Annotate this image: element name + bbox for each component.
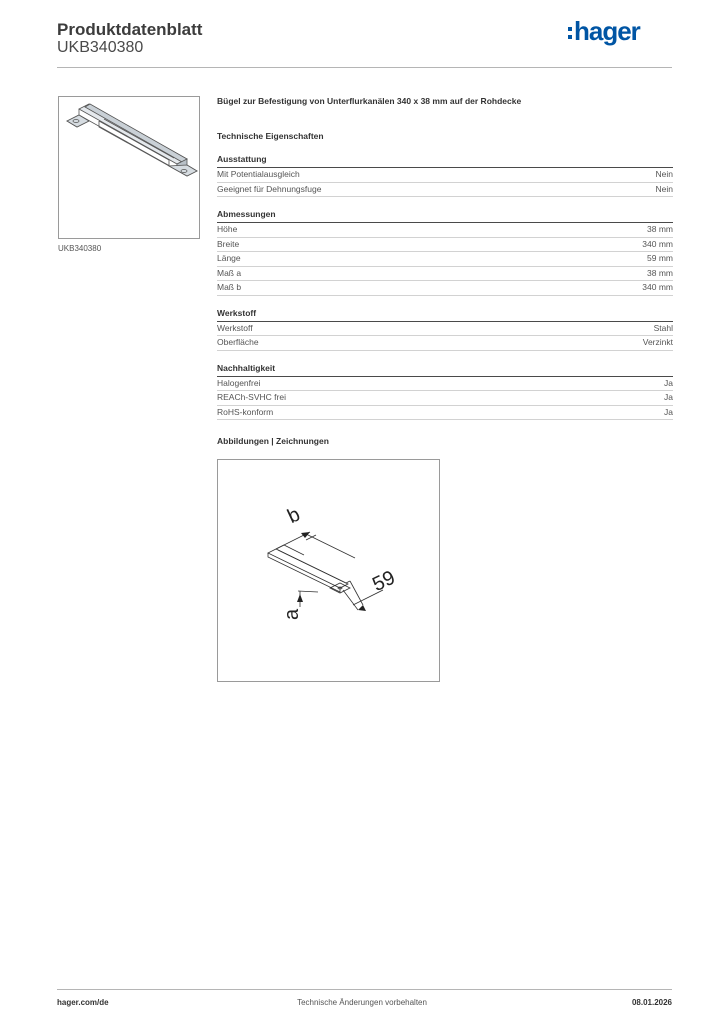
technical-heading: Technische Eigenschaften (217, 131, 324, 141)
section-title: Werkstoff (217, 308, 673, 322)
logo-text: hager (574, 15, 640, 46)
table-row (217, 391, 673, 406)
table-row (217, 377, 673, 392)
footer-website[interactable]: hager.com/de (57, 998, 109, 1007)
footer-notice: Technische Änderungen vorbehalten (297, 998, 427, 1007)
thumbnail-caption: UKB340380 (58, 244, 102, 253)
row-value: 38 mm (647, 267, 673, 278)
dimension-label-b: b (284, 503, 304, 528)
product-code: UKB340380 (57, 39, 144, 56)
row-label: REACh-SVHC frei (217, 392, 286, 402)
footer-date: 08.01.2026 (631, 998, 672, 1007)
table-row (217, 336, 673, 351)
page-title: Produktdatenblatt (57, 20, 203, 39)
row-value: 340 mm (642, 282, 673, 292)
row-label: Maß b (217, 282, 242, 292)
dimension-label-a: a (281, 608, 303, 620)
row-label: Werkstoff (217, 322, 253, 333)
row-value: Ja (664, 392, 673, 402)
technical-drawing (217, 459, 440, 682)
row-label: RoHS-konform (217, 406, 274, 417)
section-werkstoff (217, 308, 673, 351)
section-nachhaltigkeit (217, 363, 673, 421)
row-value: Ja (664, 377, 673, 388)
section-title: Ausstattung (217, 154, 673, 168)
row-label: Mit Potentialausgleich (217, 169, 300, 179)
table-row (217, 267, 673, 282)
product-image (58, 96, 200, 239)
table-row (217, 281, 673, 296)
row-label: Halogenfrei (217, 377, 261, 388)
table-row (217, 238, 673, 253)
row-value: Nein (655, 183, 673, 194)
row-label: Breite (217, 238, 240, 249)
hager-logo (568, 16, 658, 46)
section-title: Nachhaltigkeit (217, 363, 673, 377)
table-row (217, 322, 673, 337)
row-value: Ja (664, 406, 673, 417)
row-value: Stahl (653, 322, 673, 333)
table-row (217, 223, 673, 238)
footer-divider (57, 989, 672, 990)
table-row (217, 252, 673, 267)
row-value: Nein (655, 169, 673, 179)
dimension-drawing (218, 460, 439, 681)
header-divider (57, 67, 672, 68)
table-row (217, 183, 673, 198)
dimension-label-length: 59 (369, 566, 399, 597)
section-ausstattung (217, 154, 673, 197)
row-label: Oberfläche (217, 337, 259, 347)
section-title: Abmessungen (217, 209, 673, 223)
product-description: Bügel zur Befestigung von Unterflurkanälen 340 x 38 mm auf der Rohdecke (217, 96, 522, 106)
row-value: Verzinkt (642, 337, 673, 347)
table-row (217, 168, 673, 183)
bracket-image (59, 97, 199, 238)
row-label: Höhe (217, 224, 238, 234)
table-row (217, 406, 673, 421)
section-abmessungen (217, 209, 673, 296)
row-value: 59 mm (647, 253, 673, 263)
row-label: Geeignet für Dehnungsfuge (217, 183, 322, 194)
main-content (217, 96, 673, 446)
row-value: 340 mm (642, 238, 673, 249)
logo-mark-icon (568, 23, 572, 43)
row-label: Maß a (217, 267, 242, 278)
figures-heading: Abbildungen | Zeichnungen (217, 436, 329, 446)
row-label: Länge (217, 253, 241, 263)
row-value: 38 mm (647, 224, 673, 234)
